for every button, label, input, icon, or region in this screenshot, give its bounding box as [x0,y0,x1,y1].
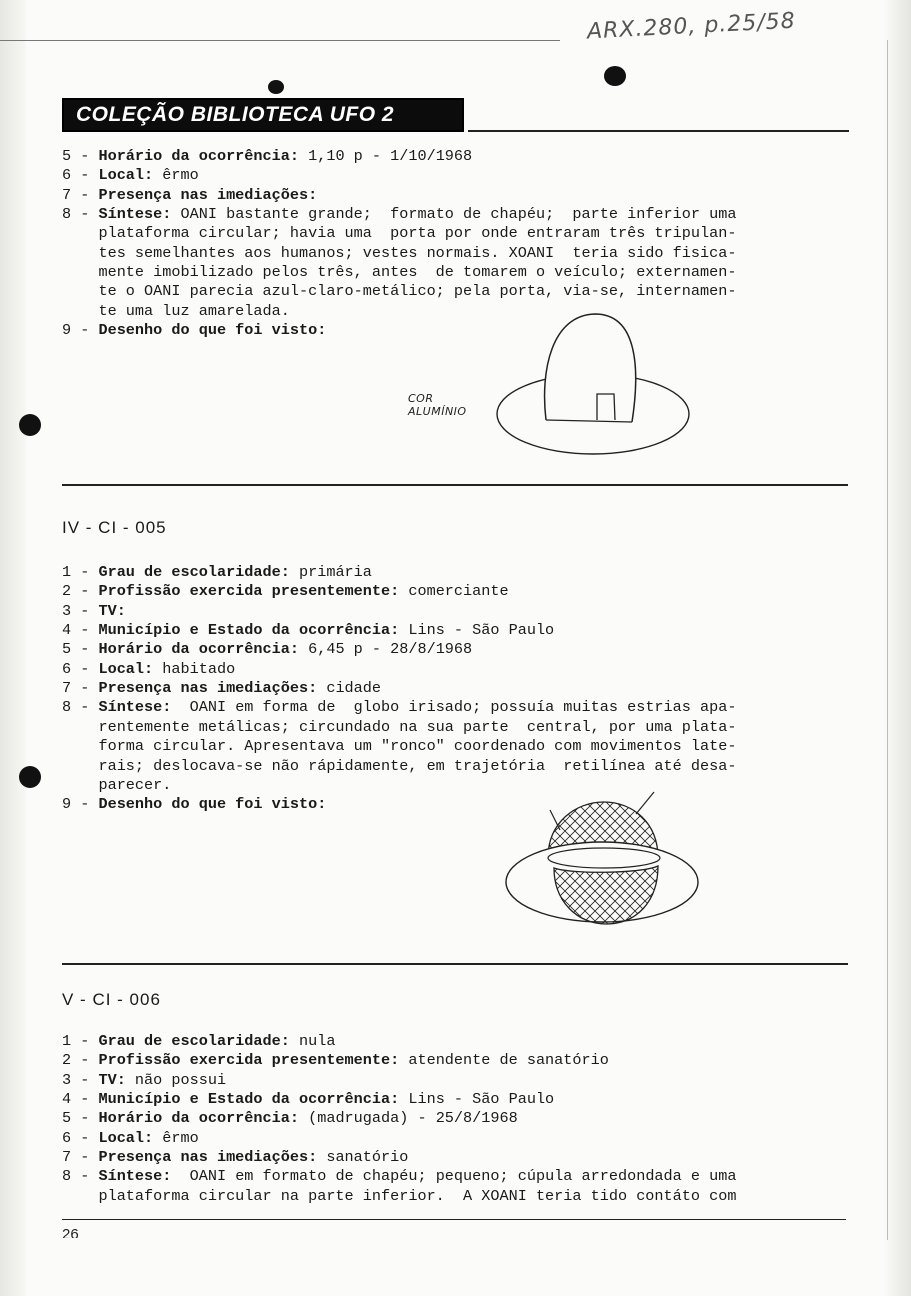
item-number: 9 - [62,795,99,814]
field-value: Lins - São Paulo [399,1090,555,1109]
scan-right-edge [883,0,911,1296]
item-number: 4 - [62,1090,99,1109]
record-line [62,321,326,340]
item-number: 5 - [62,147,99,165]
field-value: êrmo [153,1128,199,1147]
field-value: rentemente metálicas; circundado na sua parte central, por uma plata- [98,717,737,736]
field-value: Lins - São Paulo [399,621,555,640]
field-value: mente imobilizado pelos três, antes de tomarem o veículo; externamen- [98,263,737,282]
field-label: Horário da ocorrência: [98,1109,299,1128]
record-line [62,1071,226,1090]
item-number [62,737,98,756]
item-number [62,244,98,263]
top-rule [0,40,560,41]
item-number: 1 - [62,1032,99,1050]
item-number: 7 - [62,1148,99,1167]
record-line [62,1167,736,1186]
item-number: 6 - [62,659,99,678]
field-label: Desenho do que foi visto: [98,795,327,814]
record-line [62,1187,736,1206]
record-line [62,621,554,640]
field-label: Grau de escolaridade: [98,563,290,581]
item-number: 4 - [62,621,99,640]
field-value: 1,10 p - 1/10/1968 [298,147,473,165]
field-label: Presença nas imediações: [98,679,318,698]
drawing-note [408,392,467,418]
item-number: 6 - [62,166,99,185]
item-number: 3 - [62,601,99,620]
drawing-note-line: COR [408,392,434,405]
item-number [62,776,98,795]
item-number [62,263,98,282]
record-line [62,582,509,601]
field-value: forma circular. Apresentava um "ronco" coordenado com movimentos late- [98,737,737,756]
field-value: plataforma circular; havia uma porta por onde entraram três tripulan- [98,224,737,243]
record-line [62,244,736,263]
field-value: te uma luz amarelada. [98,301,290,320]
field-value: atendente de sanatório [399,1051,609,1070]
item-number: 8 - [62,205,99,224]
record-line [62,1129,199,1148]
field-label: Local: [98,166,154,185]
field-label: Síntese: [98,205,172,224]
field-label: Síntese: [98,1167,172,1186]
field-label: Local: [98,1128,154,1147]
field-value: habitado [153,659,236,678]
item-number: 1 - [62,563,99,581]
field-value: cidade [317,679,382,698]
record-line [62,1109,518,1128]
field-label: Horário da ocorrência: [98,147,299,165]
record-line [62,718,736,737]
field-value: rais; deslocava-se não rápidamente, em trajetória retilínea até desa- [98,756,737,775]
record-line [62,205,736,224]
record-line [62,602,126,621]
item-number [62,282,98,301]
field-label: Município e Estado da ocorrência: [98,1090,400,1109]
record-line [62,186,317,205]
field-label: Síntese: [98,698,172,717]
record-id-heading: V - CI - 006 [62,990,161,1009]
item-number [62,1187,98,1206]
hat-shaped-ufo-drawing [390,310,700,460]
field-value: comerciante [399,582,509,601]
field-label: Município e Estado da ocorrência: [98,621,400,640]
binder-hole-icon [19,414,41,436]
field-value: te o OANI parecia azul-claro-metálico; pela porta, via-se, internamen- [98,282,737,301]
item-number: 8 - [62,698,99,717]
record-line [62,776,171,795]
record-line [62,660,235,679]
item-number: 9 - [62,321,99,340]
item-number: 5 - [62,640,99,659]
section-divider [62,484,848,486]
field-value: OANI em formato de chapéu; pequeno; cúpula arredondada e uma [171,1167,737,1186]
field-label: Local: [98,659,154,678]
record-line [62,1051,609,1070]
item-number: 5 - [62,1109,99,1128]
field-value: primária [289,563,372,581]
field-label: TV: [98,601,126,620]
scan-left-edge [0,0,26,1296]
footer-rule [62,1219,846,1220]
punch-mark-icon [604,66,626,86]
item-number [62,757,98,776]
field-label: Desenho do que foi visto: [98,321,327,340]
punch-mark-icon [268,80,284,94]
record-line [62,757,736,776]
record-line [62,166,199,185]
archive-reference: ARX.280, p.25/58 [586,8,797,45]
field-value: plataforma circular na parte inferior. A XOANI teria tido contáto com [98,1186,737,1205]
record-line [62,737,736,756]
field-value: 6,45 p - 28/8/1968 [298,640,473,659]
item-number: 8 - [62,1167,99,1186]
field-value: nula [289,1032,336,1050]
field-value: êrmo [153,166,199,185]
drawing-note-line: ALUMÍNIO [408,405,467,418]
field-value: parecer. [98,775,172,794]
item-number: 2 - [62,1051,99,1070]
field-value: não possui [125,1070,227,1089]
record-line [62,282,736,301]
record-line [62,147,472,166]
field-label: Presença nas imediações: [98,185,318,204]
field-label: Profissão exercida presentemente: [98,582,400,601]
globe-ufo-drawing [500,786,700,936]
field-value: OANI bastante grande; formato de chapéu; parte inferior uma [171,205,737,224]
item-number: 2 - [62,582,99,601]
field-label: TV: [98,1070,126,1089]
field-label: Profissão exercida presentemente: [98,1051,400,1070]
field-label: Presença nas imediações: [98,1148,318,1167]
record-line [62,302,290,321]
field-value: OANI em forma de globo irisado; possuía muitas estrias apa- [171,698,737,717]
record-line [62,679,381,698]
item-number: 7 - [62,185,99,204]
record-line [62,795,326,814]
item-number: 7 - [62,679,99,698]
item-number [62,718,98,737]
item-number: 3 - [62,1070,99,1089]
section-divider [62,963,848,965]
record-line [62,563,372,582]
banner-rule [468,130,849,132]
field-value: (madrugada) - 25/8/1968 [298,1109,518,1128]
record-line [62,640,472,659]
record-line [62,224,736,243]
item-number [62,224,98,243]
record-line [62,263,736,282]
field-label: Grau de escolaridade: [98,1032,290,1050]
field-value: sanatório [317,1148,409,1167]
record-line [62,698,736,717]
field-label: Horário da ocorrência: [98,640,299,659]
record-id-heading: IV - CI - 005 [62,518,167,537]
record-line [62,1148,408,1167]
record-line [62,1090,554,1109]
item-number [62,302,98,321]
item-number: 6 - [62,1128,99,1147]
binder-hole-icon [19,766,41,788]
collection-banner: COLEÇÃO BIBLIOTECA UFO 2 [62,98,464,132]
page-number: 26 [62,1226,79,1238]
record-line [62,1032,335,1051]
field-value: tes semelhantes aos humanos; vestes normais. XOANI teria sido fisica- [98,243,737,262]
